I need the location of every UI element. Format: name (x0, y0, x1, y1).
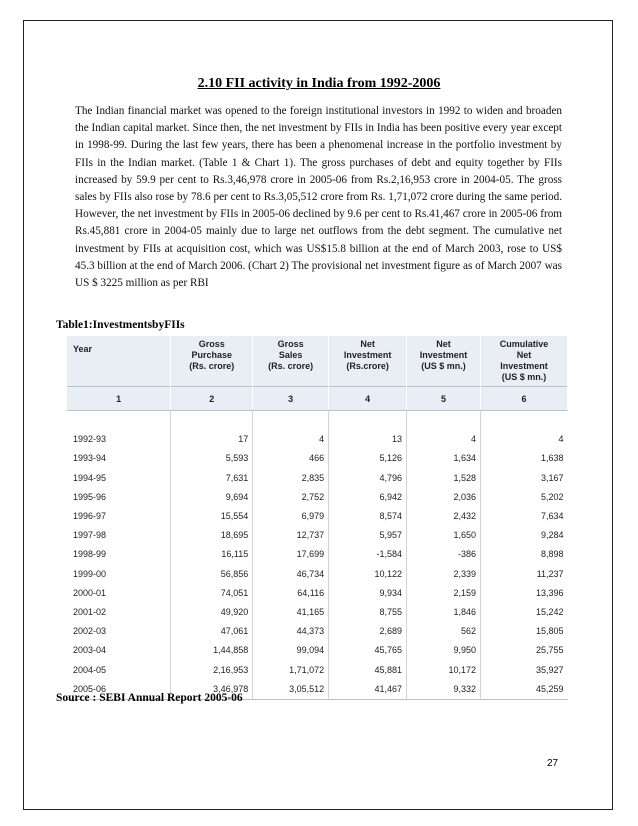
value-cell: 15,242 (535, 607, 564, 618)
investments-table (67, 336, 568, 700)
body-paragraph (75, 103, 562, 292)
value-cell: 15,554 (171, 507, 253, 526)
value-cell: 64,116 (253, 584, 329, 603)
year-cell: 2004-05 (67, 661, 171, 680)
value-cell: 1,44,858 (171, 641, 253, 660)
column-header-line: (Rs. crore) (268, 361, 314, 371)
table-header-row (67, 336, 568, 387)
column-header-line: Gross (277, 339, 304, 349)
column-number: 1 (67, 387, 171, 411)
page-number: 27 (547, 758, 559, 769)
paragraph-text: The Indian financial market was opened to the foreign institutional investors in 1992 to widen and broaden the Indian capital market. Since then, the net investment by FIIs in India has been positive every year except in 1998-99. During the last few years, there has been a phenomenal increase in the portfolio investment by FIIs in the Indian market. (Table 1 & Chart 1). The gross purchases of debt and equity together by FIIs increased by 59.9 per cent to Rs.3,46,978 crore in 2005-06 from Rs.2,16,953 crore in 2004-05. The gross sales by FIIs also rose by 78.6 per cent to Rs.3,05,512 crore from Rs. 1,71,072 crore during the same period. However, the net investment by FIIs in 2005-06 declined by 9.6 per cent to Rs.41,467 crore in 2005-06 from Rs.45,881 crore in 2004-05 mainly due to large net outflows from the debt segment. The cumulative net investment by FIIs at acquisition cost, which was US$15.8 billion at the end of March 2003, rose to US$ 45.3 billion at the end of March 2006. (Chart 2) The provisional net investment figure as of March 2007 was US $ 3225 million as per RBI (75, 105, 562, 290)
column-header-line: Gross (198, 339, 225, 349)
value-cell: 5,202 (540, 491, 564, 502)
value-cell: 1,650 (407, 526, 481, 545)
value-cell: 7,634 (540, 511, 564, 521)
value-cell: 47,061 (171, 622, 253, 641)
value-cell: 74,051 (171, 584, 253, 603)
value-cell: 18,695 (171, 526, 253, 545)
column-header-line: (Rs.crore) (346, 361, 389, 371)
table-row (67, 507, 568, 526)
value-cell: 1,846 (407, 603, 481, 622)
table-row (67, 545, 568, 564)
year-cell: 1999-00 (67, 565, 171, 584)
value-cell: 11,237 (536, 568, 564, 579)
table-row (67, 622, 568, 641)
value-cell: 1,634 (407, 449, 481, 468)
column-header-line: Net (360, 339, 375, 349)
value-cell: 2,835 (253, 469, 329, 488)
value-cell: 12,737 (253, 526, 329, 545)
value-cell: 9,950 (407, 641, 481, 660)
value-cell: 2,432 (407, 507, 481, 526)
value-cell: 9,332 (407, 680, 481, 700)
table-row (67, 603, 568, 622)
value-cell: 8,574 (329, 507, 407, 526)
value-cell: 6,979 (253, 507, 329, 526)
column-header-line: Year (73, 344, 93, 354)
year-cell: 2000-01 (67, 584, 171, 603)
value-cell: 46,734 (253, 565, 329, 584)
value-cell: -1,584 (329, 545, 407, 564)
table-row (67, 641, 568, 660)
value-cell: 3,05,512 (253, 680, 329, 700)
table-row (67, 488, 568, 507)
section-heading: 2.10 FII activity in India from 1992-2006 (197, 76, 441, 91)
value-cell: 56,856 (171, 565, 253, 584)
year-cell: 1998-99 (67, 545, 171, 564)
source-note: Source : SEBI Annual Report 2005-06 (56, 692, 243, 704)
column-number: 2 (171, 387, 253, 411)
value-cell: 2,689 (329, 622, 407, 641)
value-cell: 3,167 (540, 472, 564, 483)
value-cell: 2,036 (407, 488, 481, 507)
value-cell: 5,957 (329, 526, 407, 545)
value-cell: 3,46,978 (171, 680, 253, 700)
column-number: 5 (407, 387, 481, 411)
year-cell: 2005-06 (67, 680, 171, 700)
table-row (67, 449, 568, 468)
value-cell: 45,259 (481, 680, 568, 700)
value-cell: 466 (253, 449, 329, 468)
column-header-line: Cumulative (499, 339, 549, 349)
value-cell: 9,934 (329, 584, 407, 603)
table-row (67, 565, 568, 584)
column-header-line: (US $ mn.) (501, 372, 547, 382)
column-header (407, 336, 481, 387)
year-cell: 1993-94 (67, 449, 171, 468)
year-cell: 2003-04 (67, 641, 171, 660)
table-row (67, 526, 568, 545)
value-cell: 10,172 (407, 661, 481, 680)
value-cell: 45,765 (329, 641, 407, 660)
investments-table-wrapper (67, 336, 568, 700)
year-cell: 1997-98 (67, 526, 171, 545)
table-row (67, 469, 568, 488)
column-header-line: Investment (343, 350, 392, 360)
column-number: 4 (329, 387, 407, 411)
value-cell: 1,71,072 (253, 661, 329, 680)
value-cell: 25,755 (535, 645, 564, 656)
value-cell: 99,094 (253, 641, 329, 660)
value-cell: 10,122 (329, 565, 407, 584)
value-cell: 4 (253, 430, 329, 449)
value-cell: 45,881 (329, 661, 407, 680)
value-cell: 2,339 (407, 565, 481, 584)
value-cell: 5,593 (171, 449, 253, 468)
column-number: 3 (253, 387, 329, 411)
value-cell: 562 (407, 622, 481, 641)
value-cell: 6,942 (329, 488, 407, 507)
value-cell: 17,699 (253, 545, 329, 564)
value-cell: 13 (329, 430, 407, 449)
value-cell: 2,752 (253, 488, 329, 507)
value-cell: 1,638 (540, 453, 564, 464)
value-cell: 9,284 (540, 530, 564, 541)
value-cell: 4 (558, 434, 564, 445)
value-cell: 41,165 (253, 603, 329, 622)
value-cell: 5,126 (329, 449, 407, 468)
value-cell: 9,694 (171, 488, 253, 507)
column-header-line: (US $ mn.) (421, 361, 466, 371)
value-cell: 44,373 (253, 622, 329, 641)
value-cell: 15,805 (535, 626, 564, 637)
value-cell: 1,528 (407, 469, 481, 488)
year-cell: 1994-95 (67, 469, 171, 488)
column-header-line: Net (516, 350, 532, 360)
column-header-line: Net (436, 339, 451, 349)
column-header (329, 336, 407, 387)
value-cell: 13,396 (535, 587, 564, 598)
year-cell: 2002-03 (67, 622, 171, 641)
column-header (481, 336, 568, 387)
column-header (253, 336, 329, 387)
value-cell: 8,898 (540, 549, 564, 560)
column-number: 6 (481, 387, 568, 411)
value-cell: -386 (407, 545, 481, 564)
table-body (67, 411, 568, 700)
value-cell: 4,796 (329, 469, 407, 488)
value-cell: 41,467 (329, 680, 407, 700)
table-row (67, 430, 568, 449)
value-cell: 17 (171, 430, 253, 449)
value-cell: 49,920 (171, 603, 253, 622)
column-number-row (67, 387, 568, 411)
column-header-line: Purchase (191, 350, 233, 360)
column-header (67, 336, 171, 387)
value-cell: 2,159 (407, 584, 481, 603)
table-row (67, 584, 568, 603)
column-header-line: (Rs. crore) (189, 361, 235, 371)
column-header-line: Investment (500, 361, 548, 371)
value-cell: 7,631 (171, 469, 253, 488)
value-cell: 16,115 (171, 545, 253, 564)
value-cell: 35,927 (535, 664, 564, 675)
table-row (67, 661, 568, 680)
value-cell: 8,755 (329, 603, 407, 622)
column-header-line: Sales (278, 350, 303, 360)
column-header-line: Investment (419, 350, 468, 360)
value-cell: 4 (407, 430, 481, 449)
value-cell: 2,16,953 (171, 661, 253, 680)
year-cell: 1996-97 (67, 507, 171, 526)
column-header (171, 336, 253, 387)
year-cell: 2001-02 (67, 603, 171, 622)
table-caption: Table1:InvestmentsbyFIIs (56, 319, 185, 331)
year-cell: 1995-96 (67, 488, 171, 507)
year-cell: 1992-93 (67, 430, 171, 449)
